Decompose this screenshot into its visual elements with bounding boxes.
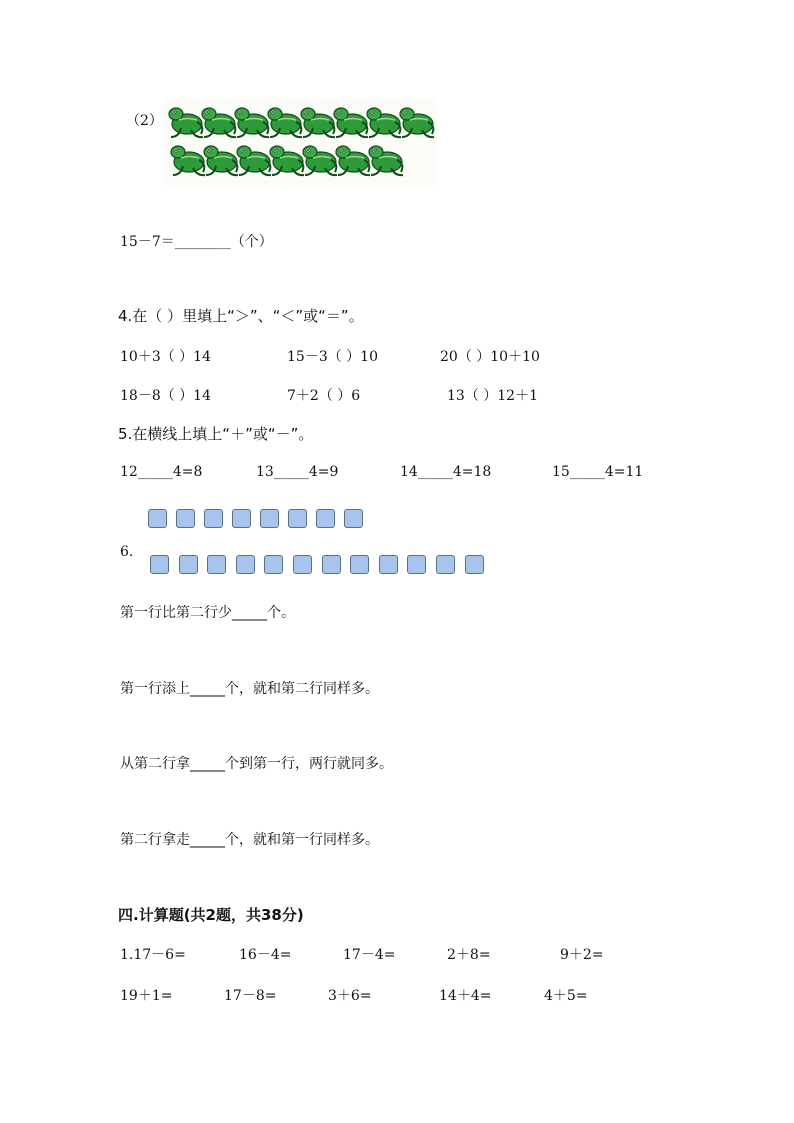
row1-square <box>288 509 307 528</box>
q6-line-1: 第一行比第二行少_____个。 <box>120 605 295 621</box>
q4-r1-c: 20（ ）10＋10 <box>440 349 540 365</box>
row2-square <box>407 555 426 574</box>
calc-r1-3: 17－4= <box>343 947 396 963</box>
q5-item-1: 12_____4=8 <box>120 464 203 480</box>
q4-r2-a: 18－8（ ）14 <box>120 388 211 404</box>
frog-picture <box>163 98 437 186</box>
row2-square <box>350 555 369 574</box>
row1-square <box>232 509 251 528</box>
row1-square <box>148 509 167 528</box>
q5-item-4: 15_____4=11 <box>552 464 644 480</box>
section-4-heading: 四.计算题(共2题，共38分) <box>118 906 304 924</box>
calc-r2-2: 17－8= <box>224 988 277 1004</box>
q4-r2-b: 7＋2（ ）6 <box>287 388 361 404</box>
q5-item-3: 14_____4=18 <box>400 464 492 480</box>
frog-equation: 15－7＝________（个） <box>120 234 273 250</box>
q4-r1-b: 15－3（ ）10 <box>287 349 378 365</box>
row2-square <box>379 555 398 574</box>
calc-r1-5: 9＋2= <box>560 947 604 963</box>
row2-square <box>236 555 255 574</box>
q4-r1-a: 10＋3（ ）14 <box>120 349 211 365</box>
q6-line-2: 第一行添上_____个，就和第二行同样多。 <box>120 681 379 697</box>
calc-r2-3: 3＋6= <box>328 988 372 1004</box>
q4-r2-c: 13（ ）12＋1 <box>447 388 538 404</box>
question-2-label: （2） <box>126 113 163 129</box>
q6-line-4: 第二行拿走_____个，就和第一行同样多。 <box>120 832 379 848</box>
question-4-title: 4.在（ ）里填上“＞”、“＜”或“＝”。 <box>118 307 364 325</box>
row2-square <box>179 555 198 574</box>
row1-square <box>344 509 363 528</box>
row1-square <box>204 509 223 528</box>
calc-r1-4: 2＋8= <box>447 947 491 963</box>
row2-square <box>436 555 455 574</box>
row2-square <box>465 555 484 574</box>
question-5-title: 5.在横线上填上“＋”或“－”。 <box>118 425 314 443</box>
row2-square <box>207 555 226 574</box>
question-6-label: 6. <box>120 544 134 560</box>
row1-square <box>316 509 335 528</box>
calc-r1-1: 1.17－6= <box>120 947 186 963</box>
row1-square <box>260 509 279 528</box>
row2-square <box>322 555 341 574</box>
row2-square <box>264 555 283 574</box>
calc-r2-5: 4＋5= <box>544 988 588 1004</box>
q6-line-3: 从第二行拿_____个到第一行，两行就同多。 <box>120 756 393 772</box>
calc-r1-2: 16－4= <box>239 947 292 963</box>
calc-r2-4: 14＋4= <box>439 988 492 1004</box>
q5-item-2: 13_____4=9 <box>256 464 339 480</box>
row1-square <box>176 509 195 528</box>
row2-square <box>150 555 169 574</box>
calc-r2-1: 19＋1= <box>120 988 173 1004</box>
row2-square <box>293 555 312 574</box>
